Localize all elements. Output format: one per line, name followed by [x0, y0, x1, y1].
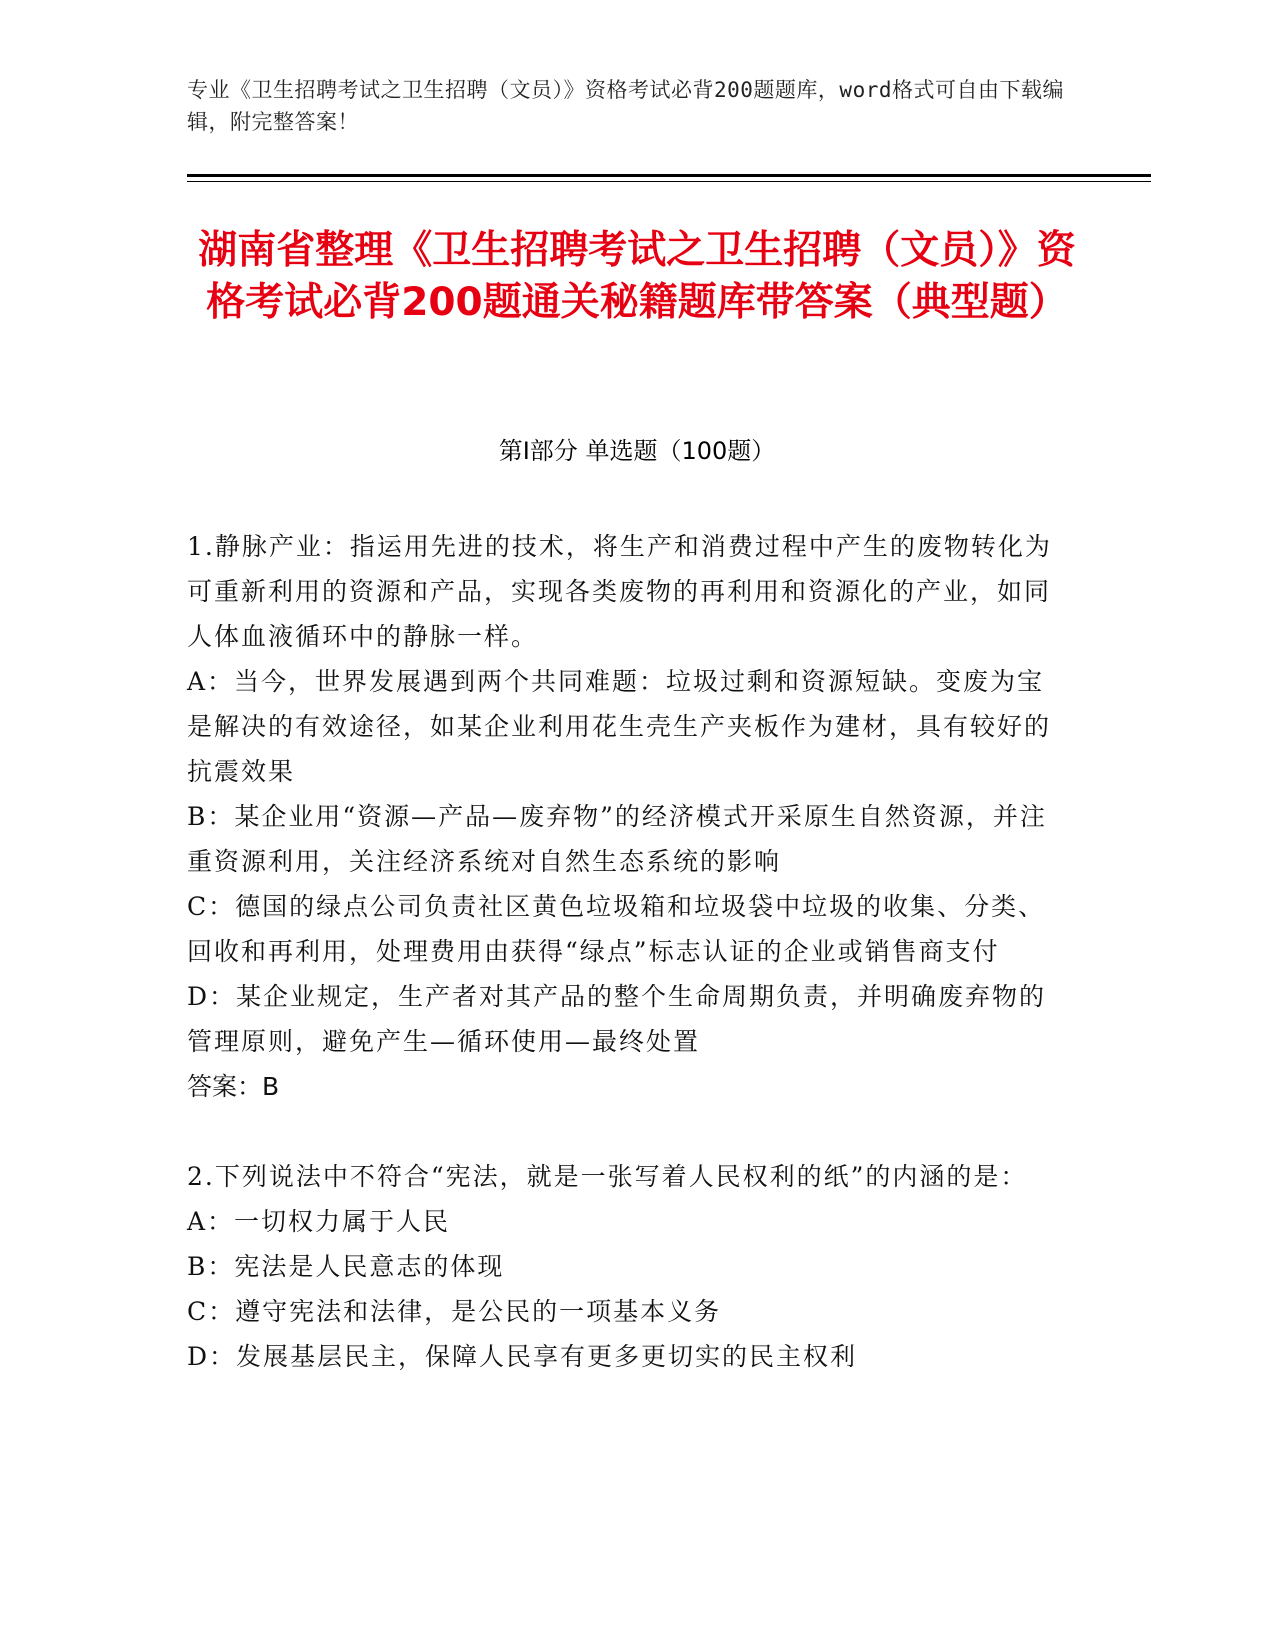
header-divider-thin [187, 181, 1151, 182]
question-list [187, 524, 1067, 1424]
document-title: 湖南省整理《卫生招聘考试之卫生招聘（文员）》资格考试必背200题通关秘籍题库带答案（典型题） [198, 228, 1076, 325]
section-title: 第Ⅰ部分 单选题（100题） [498, 437, 776, 465]
question-1 [187, 524, 1067, 1109]
option-b: B：某企业用“资源—产品—废弃物”的经济模式开采原生自然资源，并注重资源利用，关注经济系统对自然生态系统的影响 [187, 802, 1047, 876]
answer: 答案：B [187, 1072, 280, 1101]
option-a: A：一切权力属于人民 [187, 1207, 451, 1236]
header-note: 专业《卫生招聘考试之卫生招聘（文员）》资格考试必背200题题库，word格式可自由下载编辑，附完整答案！ [187, 78, 1064, 134]
question-stem: 1.静脉产业：指运用先进的技术，将生产和消费过程中产生的废物转化为可重新利用的资源和产品，实现各类废物的再利用和资源化的产业，如同人体血液循环中的静脉一样。 [187, 532, 1052, 651]
option-c: C：遵守宪法和法律，是公民的一项基本义务 [187, 1297, 722, 1326]
option-a: A：当今，世界发展遇到两个共同难题：垃圾过剩和资源短缺。变废为宝是解决的有效途径，如某企业利用花生壳生产夹板作为建材，具有较好的抗震效果 [187, 667, 1052, 786]
option-c: C：德国的绿点公司负责社区黄色垃圾箱和垃圾袋中垃圾的收集、分类、回收和再利用，处理费用由获得“绿点”标志认证的企业或销售商支付 [187, 892, 1046, 966]
header-divider-thick [187, 174, 1151, 177]
option-b: B：宪法是人民意志的体现 [187, 1252, 505, 1281]
question-2 [187, 1154, 1067, 1379]
question-stem: 2.下列说法中不符合“宪法，就是一张写着人民权利的纸”的内涵的是： [187, 1162, 1028, 1191]
option-d: D：某企业规定，生产者对其产品的整个生命周期负责，并明确废弃物的管理原则，避免产生—循环使用—最终处置 [187, 982, 1047, 1056]
option-d: D：发展基层民主，保障人民享有更多更切实的民主权利 [187, 1342, 858, 1371]
